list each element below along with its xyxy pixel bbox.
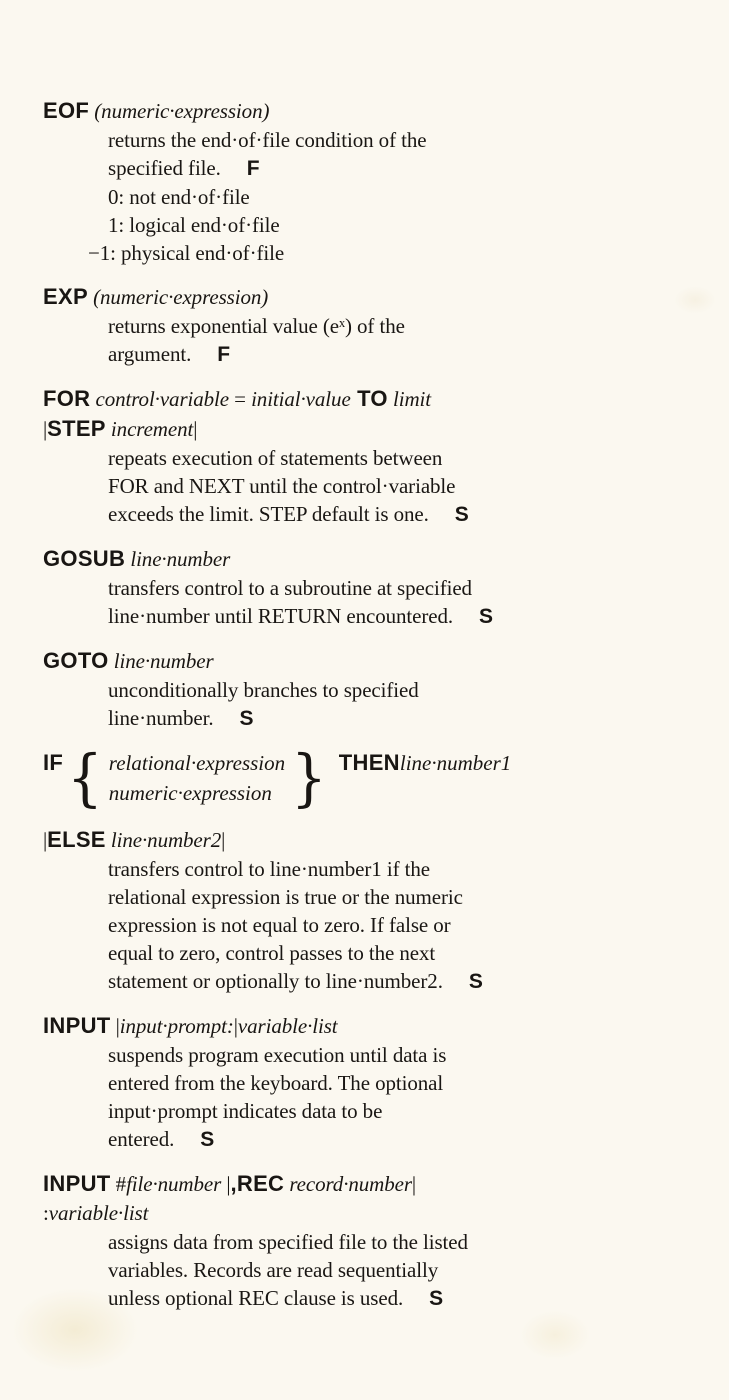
body-line [108, 154, 663, 183]
syntax-text: | [226, 1172, 231, 1196]
syntax-text: : [43, 1201, 49, 1225]
argument-text: file·number [126, 1172, 227, 1196]
body-text: −1: physical end·of·file [88, 241, 285, 265]
body-line [108, 126, 663, 154]
body-line [108, 312, 663, 340]
scope-marker: F [246, 157, 260, 180]
body-line [108, 444, 663, 472]
keyword-text: INPUT [43, 1171, 111, 1196]
body-text: returns the end·of·file condition of the [108, 128, 427, 152]
body-line [108, 1228, 663, 1256]
body-line [108, 1125, 663, 1154]
scope-marker: S [239, 707, 254, 730]
scope-marker: S [468, 970, 484, 993]
entry-else [43, 825, 663, 996]
syntax-text: | [43, 417, 48, 441]
body-text: unconditionally branches to specified [108, 678, 419, 702]
body-text: returns exponential value (eˣ) of the [108, 314, 405, 338]
entry-exp [43, 282, 663, 369]
argument-text: (numeric·expression) [87, 285, 269, 309]
keyword-text: GOSUB [43, 546, 126, 571]
body-line [108, 1041, 663, 1069]
keyword-text: ELSE [47, 827, 106, 852]
body-text: specified file. [108, 156, 221, 180]
body-text: FOR and NEXT until the control·variable [108, 474, 456, 498]
keyword-text: STEP [47, 416, 106, 441]
body-text: transfers control to line·number1 if the [108, 857, 430, 881]
body-text: input·prompt indicates data to be [108, 1099, 383, 1123]
entry-header-line [43, 414, 663, 444]
body-text: argument. [108, 342, 192, 366]
keyword-text: INPUT [43, 1013, 111, 1038]
argument-text: relational·expression [108, 751, 286, 775]
entry-header-line [43, 282, 663, 312]
entry-for [43, 384, 663, 529]
body-text: equal to zero, control passes to the next [108, 941, 436, 965]
scope-marker: S [454, 503, 470, 526]
syntax-text: | [233, 1014, 238, 1038]
argument-text: initial·value [251, 387, 351, 411]
body-line [108, 1256, 663, 1284]
entry-gosub [43, 544, 663, 631]
entry-input-file [43, 1169, 663, 1313]
entry-header-line [43, 1199, 663, 1228]
scope-marker: F [217, 343, 231, 366]
keyword-text: IF [43, 750, 64, 775]
argument-text: increment [105, 417, 194, 441]
syntax-text: = [229, 387, 252, 411]
entry-header-line [43, 96, 663, 126]
argument-text: variable·list [48, 1201, 149, 1225]
body-text: assigns data from specified file to the listed [108, 1230, 468, 1254]
body-line [108, 472, 663, 500]
keyword-text: FOR [43, 386, 91, 411]
body-line [108, 340, 663, 369]
syntax-text: | [43, 828, 48, 852]
body-line [108, 704, 663, 733]
closing-brace: } [291, 742, 327, 815]
keyword-text: THEN [338, 750, 400, 775]
body-line [108, 676, 663, 704]
entry-eof [43, 96, 663, 267]
body-line [108, 939, 663, 967]
body-line [108, 967, 663, 996]
entry-header-line [43, 1169, 663, 1199]
body-line [88, 239, 663, 267]
entry-header-line [43, 825, 663, 855]
keyword-text: ,REC [230, 1171, 285, 1196]
argument-text: variable·list [237, 1014, 338, 1038]
scope-marker: S [429, 1287, 444, 1310]
argument-text: line·number2 [105, 828, 222, 852]
body-line [108, 602, 663, 631]
argument-text: limit [387, 387, 431, 411]
entry-input [43, 1011, 663, 1154]
body-line [108, 855, 663, 883]
body-line [108, 574, 663, 602]
body-text: 1: logical end·of·file [108, 213, 280, 237]
body-line [108, 883, 663, 911]
opening-brace: { [67, 742, 103, 815]
argument-text: input·prompt: [119, 1014, 234, 1038]
body-text: transfers control to a subroutine at specified [108, 576, 472, 600]
body-text: suspends program execution until data is [108, 1043, 447, 1067]
entry-header-line [43, 646, 663, 676]
argument-text: line·number [125, 547, 231, 571]
entry-goto [43, 646, 663, 733]
if-syntax-row [43, 742, 663, 815]
argument-text: numeric·expression [108, 781, 272, 805]
body-line [108, 1097, 663, 1125]
body-text: 0: not end·of·file [108, 185, 250, 209]
entry-header-line [43, 384, 663, 414]
syntax-text: | [110, 1014, 120, 1038]
syntax-text: | [411, 1172, 417, 1196]
body-text: variables. Records are read sequentially [108, 1258, 439, 1282]
body-text: expression is not equal to zero. If false or [108, 913, 451, 937]
body-line [108, 211, 663, 239]
body-text: entered from the keyboard. The optional [108, 1071, 444, 1095]
keyword-text: GOTO [43, 648, 109, 673]
syntax-text: | [221, 828, 226, 852]
body-text: line·number until RETURN encountered. [108, 604, 454, 628]
keyword-text: EXP [43, 284, 88, 309]
body-text: line·number. [108, 706, 214, 730]
entry-header-line [43, 544, 663, 574]
reference-list [43, 96, 663, 1328]
keyword-text: EOF [43, 98, 90, 123]
body-text: unless optional REC clause is used. [108, 1286, 404, 1310]
argument-text: line·number [108, 649, 214, 673]
body-line [108, 183, 663, 211]
body-text: exceeds the limit. STEP default is one. [108, 502, 429, 526]
body-line [108, 1284, 663, 1313]
entry-header-line [43, 1011, 663, 1041]
body-line [108, 911, 663, 939]
keyword-text: TO [350, 386, 388, 411]
entry-if [43, 742, 663, 815]
argument-text: control·variable [90, 387, 230, 411]
body-text: repeats execution of statements between [108, 446, 443, 470]
body-line [108, 500, 663, 529]
scope-marker: S [200, 1128, 215, 1151]
argument-text: line·number1 [399, 751, 512, 775]
scope-marker: S [479, 605, 494, 628]
body-text: relational expression is true or the numeric [108, 885, 463, 909]
body-text: entered. [108, 1127, 175, 1151]
argument-text: record·number [284, 1172, 412, 1196]
syntax-text: # [110, 1172, 127, 1196]
body-text: statement or optionally to line·number2. [108, 969, 443, 993]
choice-options [107, 748, 287, 808]
syntax-text: | [193, 417, 198, 441]
body-line [108, 1069, 663, 1097]
argument-text: (numeric·expression) [89, 99, 270, 123]
